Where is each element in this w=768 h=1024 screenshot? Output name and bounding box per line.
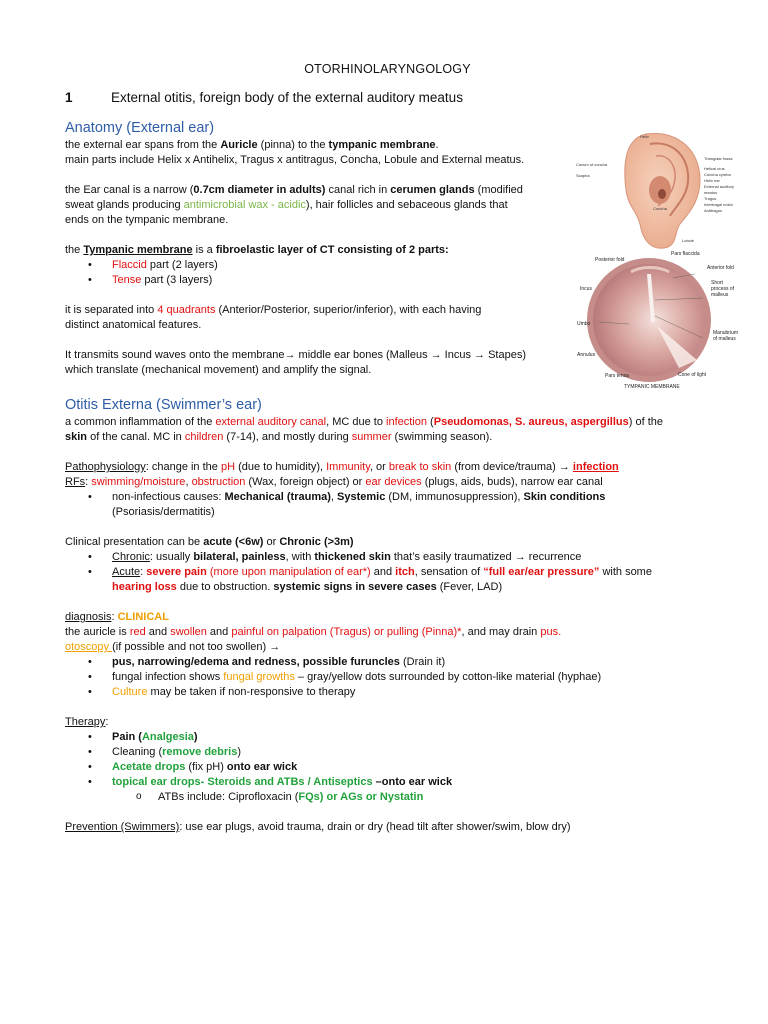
otitis-text [65,415,663,835]
list-item-acute: • Acute: severe pain (more upon manipulation of ear*) and itch, sensation of “full ear/ear pressure” with some [65,565,663,580]
arrow-icon: → [284,349,296,361]
ear-label-concha: Concha [653,206,667,211]
list-item-tense: • Tense part (3 layers) [65,273,526,288]
anatomy-heading: Anatomy (External ear) [65,120,215,136]
ear-label-left: Cavum of concha Scapha [576,162,608,178]
list-item-therapy-topical: • topical ear drops- Steroids and ATBs / Antiseptics –onto ear wick [65,775,663,790]
tm-caption: TYMPANIC MEMBRANE [624,384,680,390]
list-item-noninfectious-cont: (Psoriasis/dermatitis) [112,506,215,518]
quadrants-line-2: distinct anatomical features. [65,319,202,331]
tm-label-pars-flaccida: Pars flaccida [671,251,700,257]
list-item-therapy-acetate: • Acetate drops (fix pH) onto ear wick [65,760,663,775]
list-item-flaccid: • Flaccid part (2 layers) [65,258,526,273]
document-title: OTORHINOLARYNGOLOGY [304,62,471,76]
anatomy-line-1: the external ear spans from the Auricle (pinna) to the tympanic membrane. [65,139,439,151]
ear-canal-line-1: the Ear canal is a narrow (0.7cm diameter in adults) canal rich in cerumen glands (modified [65,184,523,196]
otoscopy-line: otoscopy (if possible and not too swollen) → [65,641,281,653]
tm-label-posterior-fold: Posterior fold [595,257,625,263]
tm-label-short-process: Short process of malleus [711,280,735,298]
ear-label-right: Triangular fossa Helical crus Concha cymba Helix ear External auditory meatus Tragus Intertragal notch Antitragus [704,156,735,213]
arrow-icon: → [514,551,526,563]
tm-label-pars-tensa: Pars tensa [605,373,629,379]
tm-label-anterior-fold: Anterior fold [707,265,734,271]
therapy-line: Therapy: [65,716,109,728]
list-item-chronic: • Chronic: usually bilateral, painless, with thickened skin that’s easily traumatized → recurrence [65,550,663,565]
external-ear-illustration [576,128,736,250]
sound-line-2: which translate (mechanical movement) and amplify the signal. [65,364,372,376]
tm-line: the Tympanic membrane is a fibroelastic layer of CT consisting of 2 parts: [65,244,449,256]
list-item-otoscopy-culture: • Culture may be taken if non-responsive to therapy [65,685,663,700]
diagnosis-line: diagnosis: CLINICAL [65,611,169,623]
quadrants-line-1: it is separated into 4 quadrants (Anterior/Posterior, superior/inferior), with each having [65,304,482,316]
list-item-noninfectious: • non-infectious causes: Mechanical (trauma), Systemic (DM, immunosuppression), Skin conditions [65,490,663,505]
tympanic-membrane-illustration [575,250,740,392]
anatomy-text [65,138,526,378]
chapter-title: External otitis, foreign body of the external auditory meatus [111,90,463,105]
pathophysiology-line: Pathophysiology: change in the pH (due to humidity), Immunity, or break to skin (from device/trauma) → infection [65,461,619,473]
list-item-otoscopy-pus: • pus, narrowing/edema and redness, possible furuncles (Drain it) [65,655,663,670]
list-item-therapy-cleaning: • Cleaning (remove debris) [65,745,663,760]
prevention-line: Prevention (Swimmers): use ear plugs, avoid trauma, drain or dry (head tilt after shower/swim, blow dry) [65,821,571,833]
tm-label-annulus: Annulus [577,352,596,358]
sublist-item-atbs: o ATBs include: Ciprofloxacin (FQs) or AGs or Nystatin [65,790,663,805]
ear-canal-line-3: ends on the tympanic membrane. [65,214,229,226]
otitis-line-1: a common inflammation of the external auditory canal, MC due to infection (Pseudomonas, S. aureus, aspergillus) of the [65,416,663,428]
risk-factors-line: RFs: swimming/moisture, obstruction (Wax, foreign object) or ear devices (plugs, aids, buds), narrow ear canal [65,476,603,488]
chapter-heading [65,90,463,105]
tm-label-incus: Incus [580,286,592,292]
auricle-line: the auricle is red and swollen and painful on palpation (Tragus) or pulling (Pinna)*, and may drain pus. [65,626,562,638]
svg-text:Helix: Helix [640,134,649,139]
otitis-line-2: skin of the canal. MC in children (7-14), and mostly during summer (swimming season). [65,431,493,443]
chapter-number: 1 [65,90,73,105]
tympanic-drawing [575,250,740,392]
ear-canal-line-2: sweat glands producing antimicrobial wax - acidic), hair follicles and sebaceous glands that [65,199,508,211]
sound-line-1: It transmits sound waves onto the membrane→ middle ear bones (Malleus → Incus → Stapes) [65,349,526,361]
ear-label-lobule: Lobule [682,238,695,243]
arrow-icon: → [474,349,486,361]
list-item-acute-cont: hearing loss due to obstruction. systemic signs in severe cases (Fever, LAD) [112,581,503,593]
arrow-icon: → [269,641,281,653]
list-item-therapy-pain: • Pain (Analgesia) [65,730,663,745]
tm-label-cone-of-light: Cone of light [678,372,707,378]
tm-label-umbo: Umbo [577,321,591,327]
arrow-icon: → [558,461,570,473]
list-item-otoscopy-fungal: • fungal infection shows fungal growths – gray/yellow dots surrounded by cotton-like material (hyphae) [65,670,663,685]
arrow-icon: → [430,349,442,361]
tm-label-manubrium: Manubrium of malleus [713,330,739,342]
clinical-presentation-line: Clinical presentation can be acute (<6w) or Chronic (>3m) [65,536,354,548]
otitis-heading: Otitis Externa (Swimmer’s ear) [65,397,262,413]
anatomy-line-2: main parts include Helix x Antihelix, Tragus x antitragus, Concha, Lobule and External meatus. [65,154,525,166]
